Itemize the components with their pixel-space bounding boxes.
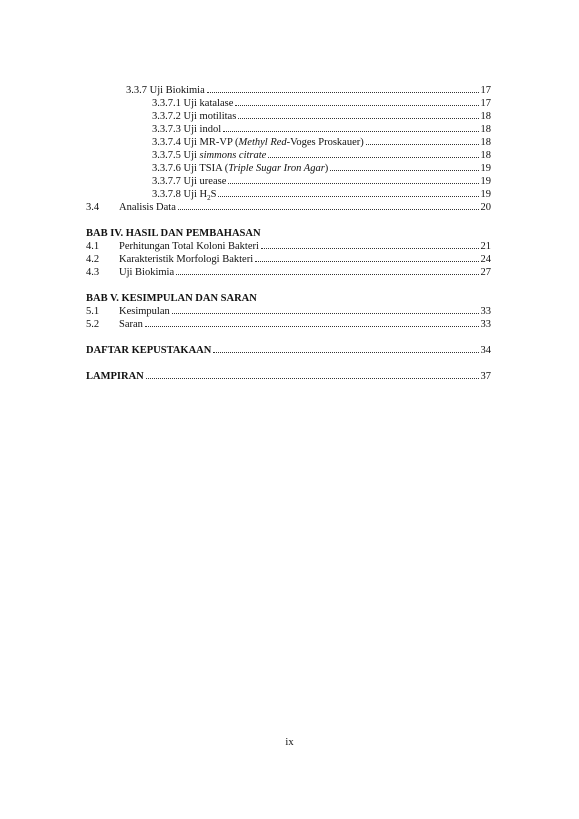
table-of-contents	[86, 84, 491, 383]
toc-entry-daftar-kepustakaan	[86, 344, 491, 357]
toc-entry-3-3-7-8	[86, 188, 491, 201]
toc-entry-3-3-7-7	[86, 175, 491, 188]
toc-entry-label: LAMPIRAN	[86, 371, 144, 382]
section-number: 3.4	[86, 202, 100, 213]
page-number-footer: ix	[285, 737, 294, 748]
toc-entry-label: Saran	[119, 319, 143, 330]
label-text: 3.3.7.8 Uji H	[152, 189, 208, 200]
label-text: -Voges Proskauer)	[286, 137, 364, 148]
dot-leader	[218, 196, 478, 197]
toc-entry-4-1	[86, 240, 491, 253]
toc-page-number: 18	[480, 124, 491, 135]
dot-leader	[223, 131, 478, 132]
toc-entry-label: DAFTAR KEPUSTAKAAN	[86, 345, 212, 356]
toc-page-number: 27	[480, 267, 491, 278]
label-italic: Triple Sugar Iron Agar	[228, 163, 325, 174]
section-number: 4.2	[86, 254, 100, 265]
dot-leader	[228, 183, 478, 184]
toc-entry-label: Karakteristik Morfologi Bakteri	[119, 254, 254, 265]
toc-page-number: 18	[480, 150, 491, 161]
dot-leader	[172, 313, 479, 314]
toc-entry-3-4	[86, 201, 491, 214]
spacer	[86, 331, 491, 344]
chapter-heading-5	[86, 292, 491, 305]
toc-entry-label: Uji Biokimia	[119, 267, 175, 278]
chapter-title: BAB IV. HASIL DAN PEMBAHASAN	[86, 228, 261, 239]
toc-entry-3-3-7-5	[86, 149, 491, 162]
dot-leader	[238, 118, 478, 119]
section-number: 4.3	[86, 267, 100, 278]
dot-leader	[178, 209, 479, 210]
toc-page-number: 33	[480, 319, 491, 330]
toc-entry-label	[152, 136, 364, 149]
toc-entry-label: 3.3.7.1 Uji katalase	[152, 98, 234, 109]
toc-entry-label: 3.3.7.7 Uji urease	[152, 176, 227, 187]
toc-entry-3-3-7-4	[86, 136, 491, 149]
toc-page-number: 19	[480, 189, 491, 200]
chapter-heading-4	[86, 227, 491, 240]
section-number: 4.1	[86, 241, 100, 252]
toc-entry-3-3-7-6	[86, 162, 491, 175]
toc-entry-label	[152, 162, 328, 175]
toc-page-number: 18	[480, 137, 491, 148]
toc-entry-3-3-7-1	[86, 97, 491, 110]
label-text: 3.3.7.6 Uji TSIA (	[152, 163, 229, 174]
toc-entry-label: 3.3.7.3 Uji indol	[152, 124, 222, 135]
toc-page-number: 18	[480, 111, 491, 122]
dot-leader	[268, 157, 478, 158]
chapter-title: BAB V. KESIMPULAN DAN SARAN	[86, 293, 257, 304]
dot-leader	[330, 170, 478, 171]
toc-entry-label: Perhitungan Total Koloni Bakteri	[119, 241, 259, 252]
toc-entry-5-2	[86, 318, 491, 331]
toc-page-number: 19	[480, 163, 491, 174]
label-text: 3.3.7.4 Uji MR-VP (	[152, 137, 239, 148]
toc-entry-4-2	[86, 253, 491, 266]
label-italic: Methyl Red	[238, 137, 287, 148]
toc-page-number: 34	[480, 345, 491, 356]
dot-leader	[213, 352, 478, 353]
toc-entry-label: Analisis Data	[119, 202, 176, 213]
toc-entry-label: Kesimpulan	[119, 306, 170, 317]
toc-entry-4-3	[86, 266, 491, 279]
section-number: 5.2	[86, 319, 100, 330]
spacer	[86, 214, 491, 227]
toc-entry-label: 3.3.7.2 Uji motilitas	[152, 111, 237, 122]
toc-entry-3-3-7-2	[86, 110, 491, 123]
toc-page-number: 17	[480, 98, 491, 109]
dot-leader	[366, 144, 479, 145]
toc-entry-label: 3.3.7 Uji Biokimia	[126, 85, 205, 96]
toc-entry-lampiran	[86, 370, 491, 383]
spacer	[86, 357, 491, 370]
dot-leader	[255, 261, 478, 262]
dot-leader	[145, 326, 479, 327]
toc-page-number: 17	[480, 85, 491, 96]
section-number: 5.1	[86, 306, 100, 317]
toc-page-number: 33	[480, 306, 491, 317]
toc-entry-3-3-7-3	[86, 123, 491, 136]
label-text: 3.3.7.5 Uji	[152, 150, 200, 161]
label-text: )	[324, 163, 329, 174]
dot-leader	[176, 274, 478, 275]
toc-entry-5-1	[86, 305, 491, 318]
spacer	[86, 279, 491, 292]
toc-page-number: 37	[480, 371, 491, 382]
toc-page-number: 20	[480, 202, 491, 213]
dot-leader	[261, 248, 479, 249]
label-italic: simmons citrate	[199, 150, 267, 161]
label-text: S	[210, 189, 217, 200]
dot-leader	[207, 92, 479, 93]
toc-page-number: 24	[480, 254, 491, 265]
toc-entry-label	[152, 149, 266, 162]
dot-leader	[146, 378, 479, 379]
label-subscript: 2	[207, 194, 211, 203]
toc-page-number: 19	[480, 176, 491, 187]
dot-leader	[235, 105, 478, 106]
toc-page-number: 21	[480, 241, 491, 252]
toc-entry-3-3-7	[86, 84, 491, 97]
